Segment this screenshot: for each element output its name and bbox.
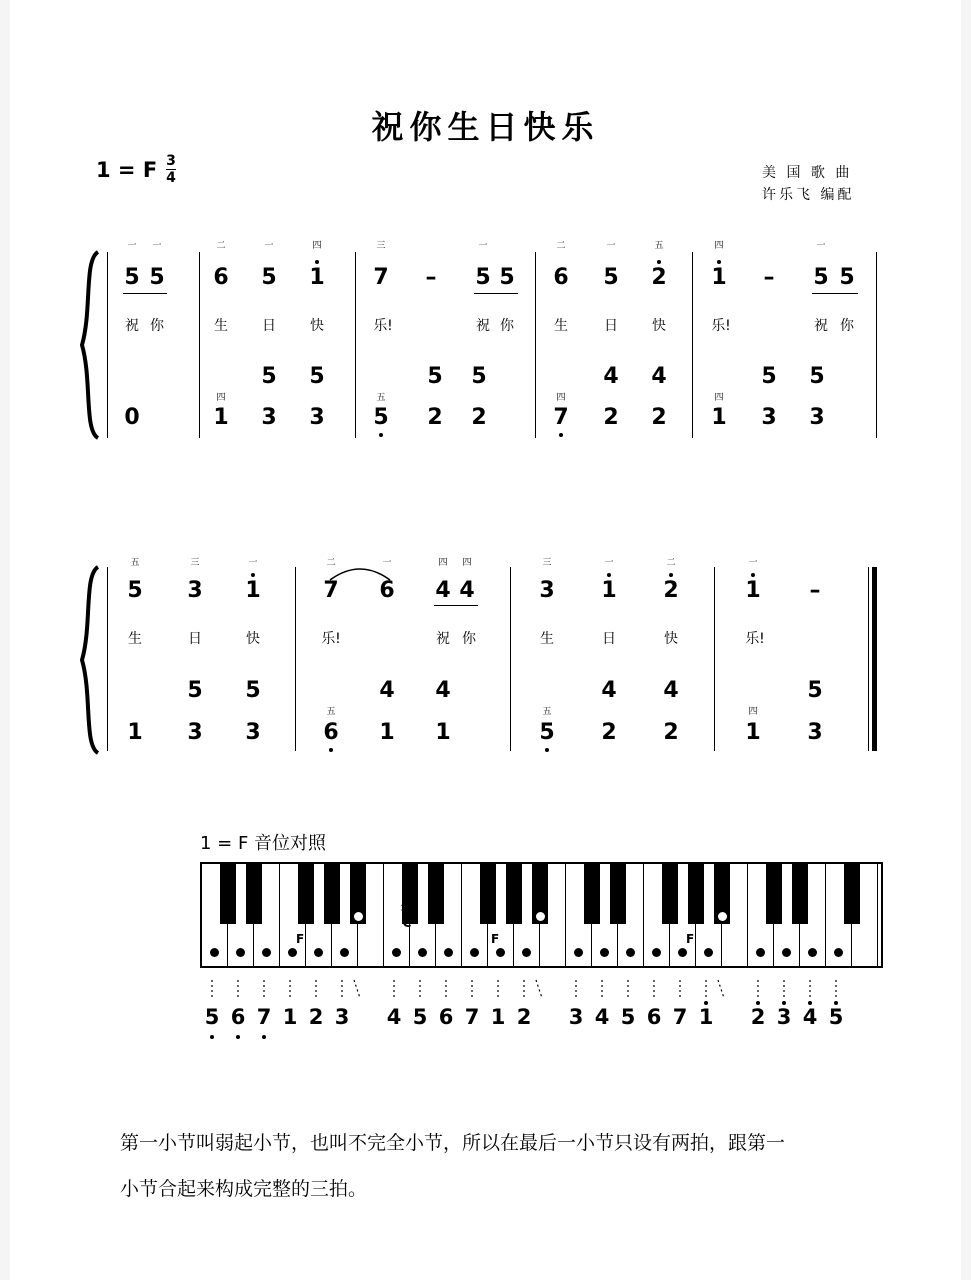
bass-note: 4 <box>603 364 619 389</box>
bass-note: 2 <box>601 720 617 745</box>
f-label: F <box>296 932 305 946</box>
black-key <box>688 864 704 924</box>
key-marker <box>626 948 635 957</box>
fingering: 三 <box>376 241 386 251</box>
bass-note: 1 <box>711 405 727 430</box>
bass-note: 4 <box>651 364 667 389</box>
bass-note: 3 <box>245 720 261 745</box>
low-octave-dot <box>210 1035 214 1039</box>
key-marker <box>834 948 843 957</box>
bass-note: 0 <box>124 405 140 430</box>
fingering: 一 <box>816 241 826 251</box>
lyric: 日 <box>188 631 202 647</box>
scale-number: 2 <box>308 1005 324 1029</box>
key-marker <box>704 948 713 957</box>
scale-number: 5 <box>412 1005 428 1029</box>
low-octave-dot <box>236 1035 240 1039</box>
lyric: 祝 <box>125 318 139 334</box>
lyric: 你 <box>150 318 164 334</box>
note: 1 <box>601 578 617 603</box>
black-key <box>480 864 496 924</box>
key-marker <box>600 948 609 957</box>
key-marker <box>782 948 791 957</box>
fingering: 一 <box>382 558 392 568</box>
scale-number: 1 <box>490 1005 506 1029</box>
credit-arranger: 许乐飞 编配 <box>762 187 855 203</box>
lyric: 你 <box>840 318 854 334</box>
lyric: 祝 <box>814 318 828 334</box>
bass-note: 2 <box>471 405 487 430</box>
key-marker <box>262 948 271 957</box>
black-key <box>792 864 808 924</box>
lyric: 快 <box>652 318 666 334</box>
scale-number: 4 <box>594 1005 610 1029</box>
note: 5 <box>261 265 277 290</box>
scale-number: 1 <box>698 1005 714 1029</box>
black-key <box>584 864 600 924</box>
note: 2 <box>663 578 679 603</box>
fingering: 一 <box>248 558 258 568</box>
bass-note: 2 <box>651 405 667 430</box>
scale-number: 5 <box>204 1005 220 1029</box>
scale-numbers <box>204 1005 844 1051</box>
bass-note: 5 <box>261 364 277 389</box>
note: 5 <box>149 265 165 290</box>
black-key <box>766 864 782 924</box>
key-signature: 1 = F <box>96 158 158 182</box>
scale-number: 4 <box>802 1005 818 1029</box>
note: 7 <box>323 578 339 603</box>
fingering: 五 <box>326 707 336 717</box>
scale-number: 2 <box>750 1005 766 1029</box>
fingering: 一 <box>606 241 616 251</box>
fingering: 三 <box>542 558 552 568</box>
credit-origin: 美 国 歌 曲 <box>762 165 853 181</box>
fingering: 一 <box>604 558 614 568</box>
key-marker <box>522 948 531 957</box>
lyric: 乐! <box>373 318 393 334</box>
fingering: 二 <box>216 241 226 251</box>
scale-number: 5 <box>620 1005 636 1029</box>
scale-number: 7 <box>672 1005 688 1029</box>
key-marker <box>496 948 505 957</box>
lyric: 你 <box>462 631 476 647</box>
reference-title: 1 = F 音位对照 <box>200 833 327 854</box>
key-marker <box>470 948 479 957</box>
time-signature-bottom: 4 <box>166 170 176 186</box>
scale-number: 5 <box>828 1005 844 1029</box>
note: 1 <box>309 265 325 290</box>
lyric: 日 <box>262 318 276 334</box>
bass-note: 3 <box>187 720 203 745</box>
lyric: 乐! <box>321 631 341 647</box>
fingering: 二 <box>666 558 676 568</box>
fingering: 四 <box>438 558 448 568</box>
key-guide-lines <box>200 978 840 1002</box>
scale-number: 6 <box>646 1005 662 1029</box>
middle-c-label: 中央C <box>400 880 413 930</box>
note: 5 <box>499 265 515 290</box>
key-marker <box>444 948 453 957</box>
scale-number: 1 <box>282 1005 298 1029</box>
scale-number: 4 <box>386 1005 402 1029</box>
lyric: 生 <box>214 318 228 334</box>
fingering: 五 <box>654 241 664 251</box>
lyric: 乐! <box>745 631 765 647</box>
bass-note: 5 <box>809 364 825 389</box>
scale-number: 2 <box>516 1005 532 1029</box>
bass-note: 3 <box>807 720 823 745</box>
black-key <box>220 864 236 924</box>
note: 5 <box>813 265 829 290</box>
lyric: 生 <box>540 631 554 647</box>
lyric: 快 <box>246 631 260 647</box>
scale-number: 3 <box>334 1005 350 1029</box>
fingering: 一 <box>264 241 274 251</box>
scale-number: 7 <box>256 1005 272 1029</box>
bass-note: 1 <box>127 720 143 745</box>
note: 5 <box>475 265 491 290</box>
guide-line <box>354 980 360 998</box>
lyric: 快 <box>310 318 324 334</box>
piano-keyboard <box>200 862 883 968</box>
bass-note: 3 <box>761 405 777 430</box>
note: 4 <box>435 578 451 603</box>
bass-note: 4 <box>663 678 679 703</box>
note: 5 <box>127 578 143 603</box>
bass-note: 3 <box>309 405 325 430</box>
note: 6 <box>213 265 229 290</box>
lyric: 生 <box>554 318 568 334</box>
lyric: 生 <box>128 631 142 647</box>
fingering: 一 <box>127 241 137 251</box>
bass-note: 4 <box>435 678 451 703</box>
fingering: 二 <box>326 558 336 568</box>
scale-number: 3 <box>776 1005 792 1029</box>
key-marker <box>418 948 427 957</box>
fingering: 四 <box>312 241 322 251</box>
high-octave-dot <box>704 1001 708 1005</box>
note: 1 <box>745 578 761 603</box>
fingering: 五 <box>376 393 386 403</box>
bass-note: 3 <box>809 405 825 430</box>
fingering: 四 <box>748 707 758 717</box>
black-key <box>428 864 444 924</box>
note: 5 <box>839 265 855 290</box>
black-key <box>662 864 678 924</box>
high-octave-dot <box>834 1001 838 1005</box>
lyric: 日 <box>602 631 616 647</box>
fingering: 五 <box>542 707 552 717</box>
bass-note: 5 <box>471 364 487 389</box>
time-signature-top: 3 <box>166 153 176 169</box>
fingering: 一 <box>478 241 488 251</box>
brace-1 <box>76 250 104 440</box>
bass-note: 5 <box>427 364 443 389</box>
scale-number: 6 <box>438 1005 454 1029</box>
bass-note: 1 <box>379 720 395 745</box>
key-marker <box>574 948 583 957</box>
note: 1 <box>711 265 727 290</box>
note: 5 <box>124 265 140 290</box>
guide-line <box>718 980 724 998</box>
bass-note: 3 <box>261 405 277 430</box>
bass-note: 5 <box>539 720 555 745</box>
black-key <box>324 864 340 924</box>
key-marker <box>678 948 687 957</box>
lyric: 祝 <box>476 318 490 334</box>
note: – <box>809 578 821 603</box>
fingering: 三 <box>190 558 200 568</box>
key-marker <box>652 948 661 957</box>
bass-note: 2 <box>603 405 619 430</box>
fingering: 一 <box>748 558 758 568</box>
key-marker <box>210 948 219 957</box>
key-marker <box>392 948 401 957</box>
low-octave-dot <box>262 1035 266 1039</box>
bass-note: 5 <box>807 678 823 703</box>
note: 3 <box>187 578 203 603</box>
f-label: F <box>686 932 695 946</box>
key-marker <box>340 948 349 957</box>
key-marker <box>236 948 245 957</box>
scale-number: 3 <box>568 1005 584 1029</box>
black-key <box>610 864 626 924</box>
note: – <box>763 265 775 290</box>
lyric: 快 <box>664 631 678 647</box>
note: – <box>425 265 437 290</box>
bass-note: 2 <box>427 405 443 430</box>
black-key-marker <box>536 912 545 921</box>
song-title: 祝你生日快乐 <box>371 108 600 146</box>
note: 7 <box>373 265 389 290</box>
note: 6 <box>379 578 395 603</box>
explanation-line-2: 小节合起来构成完整的三拍。 <box>120 1178 368 1200</box>
score-page <box>10 0 961 1280</box>
high-octave-dot <box>756 1001 760 1005</box>
note: 2 <box>651 265 667 290</box>
guide-line <box>536 980 542 998</box>
bass-note: 7 <box>553 405 569 430</box>
key-marker <box>756 948 765 957</box>
bass-note: 1 <box>745 720 761 745</box>
black-key <box>246 864 262 924</box>
note: 1 <box>245 578 261 603</box>
key-marker <box>808 948 817 957</box>
black-key-marker <box>354 912 363 921</box>
fingering: 二 <box>556 241 566 251</box>
black-key-marker <box>718 912 727 921</box>
scale-number: 6 <box>230 1005 246 1029</box>
black-key <box>844 864 860 924</box>
lyric: 乐! <box>711 318 731 334</box>
lyric: 你 <box>500 318 514 334</box>
brace-2 <box>76 565 104 755</box>
bass-note: 1 <box>435 720 451 745</box>
bass-note: 5 <box>373 405 389 430</box>
note: 4 <box>459 578 475 603</box>
fingering: 四 <box>462 558 472 568</box>
fingering: 四 <box>714 393 724 403</box>
bass-note: 4 <box>379 678 395 703</box>
scale-number: 7 <box>464 1005 480 1029</box>
fingering: 五 <box>130 558 140 568</box>
bass-note: 2 <box>663 720 679 745</box>
black-key <box>506 864 522 924</box>
bass-note: 5 <box>187 678 203 703</box>
fingering: 四 <box>216 393 226 403</box>
note: 6 <box>553 265 569 290</box>
bass-note: 5 <box>761 364 777 389</box>
lyric: 日 <box>604 318 618 334</box>
bass-note: 5 <box>309 364 325 389</box>
time-signature <box>166 154 176 185</box>
key-marker <box>314 948 323 957</box>
high-octave-dot <box>808 1001 812 1005</box>
f-label: F <box>491 932 500 946</box>
note: 3 <box>539 578 555 603</box>
high-octave-dot <box>782 1001 786 1005</box>
bass-note: 1 <box>213 405 229 430</box>
black-key <box>298 864 314 924</box>
bass-note: 6 <box>323 720 339 745</box>
fingering: 四 <box>556 393 566 403</box>
note: 5 <box>603 265 619 290</box>
explanation-line-1: 第一小节叫弱起小节，也叫不完全小节，所以在最后一小节只设有两拍，跟第一 <box>120 1132 786 1154</box>
bass-note: 4 <box>601 678 617 703</box>
lyric: 祝 <box>436 631 450 647</box>
key-marker <box>288 948 297 957</box>
fingering: 一 <box>152 241 162 251</box>
fingering: 四 <box>714 241 724 251</box>
bass-note: 5 <box>245 678 261 703</box>
